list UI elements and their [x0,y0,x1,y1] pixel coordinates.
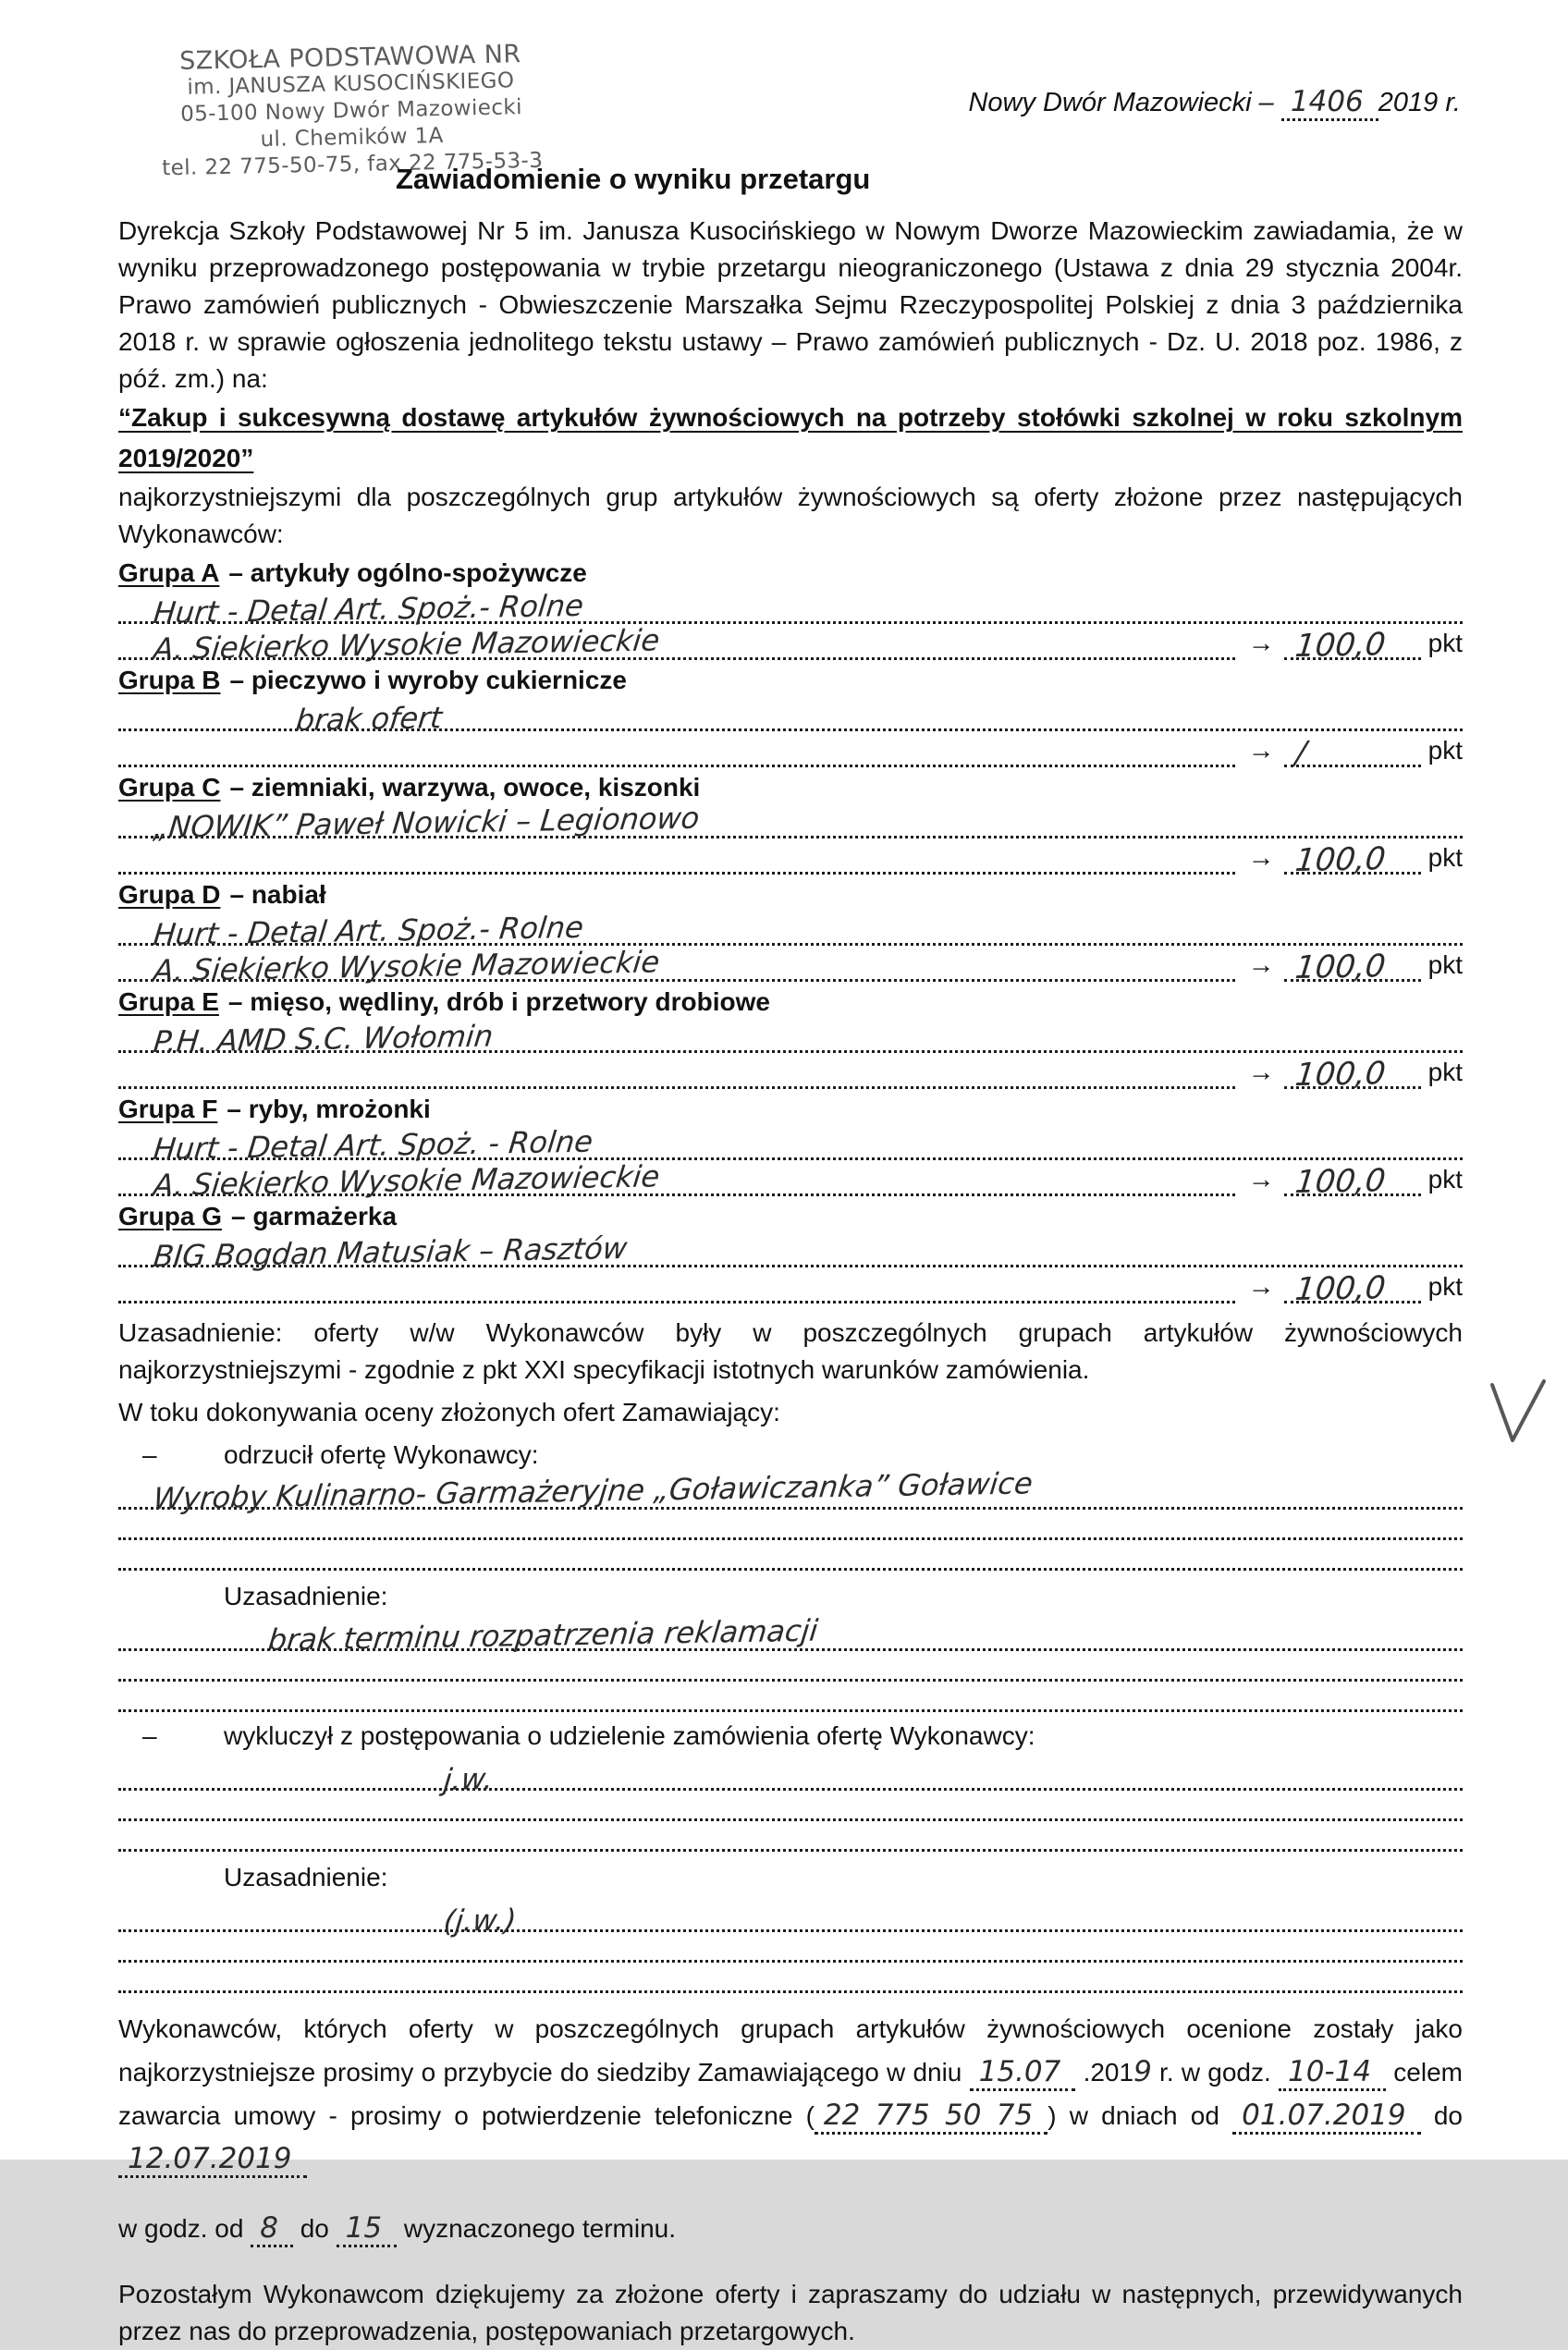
dotted-line [118,1267,1235,1304]
justification-paragraph: Uzasadnienie: oferty w/w Wykonawców były w poszczególnych grupach artykułów żywnościowych najkorzystniejszymi - zgodnie z pkt XXI specyfikacji istotnych warunków zamówienia. [118,1318,1463,1384]
dotted-line [118,944,1235,988]
handwritten-vendor-name: BIG Bogdan Matusiak – Rasztów [152,1230,630,1274]
during-evaluation-line: W toku dokonywania oceny złożonych ofert Zamawiający: [118,1398,780,1426]
excluded-offer-label: wykluczył z postępowania o udzielenie zamówienia ofertę Wykonawcy: [224,1721,1035,1750]
arrow-right-icon: → [1247,950,1275,980]
group-description: – pieczywo i wyroby cukiernicze [229,666,627,694]
dotted-line [118,1540,1463,1571]
closing-text: wyznaczonego terminu. [397,2214,677,2243]
handwritten-vendor-name: Hurt - Detal Art. Spoż. - Rolne [152,1123,595,1167]
intro-after-line: najkorzystniejszymi dla poszczególnych grup artykułów żywnościowych są oferty złożone przez następujących Wykonawców: [118,483,1463,548]
group-heading [118,1095,1463,1124]
dotted-line [118,1821,1463,1852]
stamp-line: tel. 22 775-50-75, fax 22 775-53-3 [161,148,544,181]
group-description: – ryby, mrożonki [227,1095,431,1123]
dotted-line [118,731,1235,767]
group-section-c [118,773,1463,879]
handwritten-score: 100,0 [1292,1055,1388,1094]
closing-paragraph [118,2008,1463,2181]
handwriting-line [118,731,1463,772]
points-unit-label: pkt [1427,1165,1463,1193]
group-heading [118,1202,1463,1231]
points-unit-label: pkt [1427,1058,1463,1086]
rejection-reason-label: Uzasadnienie: [224,1582,388,1610]
closing-text: do [292,2214,337,2243]
hours-line [118,2207,1463,2250]
handwritten-rejected-vendor: Wyroby Kulinarno- Garmażeryjne „Goławiczanka” Goławice [152,1465,1035,1516]
closing-text: r. w godz. [1151,2058,1279,2087]
stamp-line: ul. Chemików 1A [260,123,445,153]
group-section-f [118,1095,1463,1203]
group-section-b [118,666,1463,772]
group-heading [118,773,1463,802]
handwriting-line [118,1053,1463,1094]
handwriting-line [118,1123,1463,1167]
dotted-line [118,1465,1463,1516]
closing-text: do [1420,2101,1463,2130]
place-date-line [968,85,1461,118]
handwritten-hour-to: 15 [337,2211,397,2247]
dotted-line [118,1053,1235,1089]
dotted-line [118,909,1463,952]
group-heading [118,558,1463,588]
handwritten-score: 100,0 [1292,626,1388,665]
handwritten-vendor-name: „NOWIK” Paweł Nowicki – Legionowo [152,800,702,845]
arrow-right-icon: → [1247,1272,1275,1302]
dotted-line [118,1755,1463,1797]
group-label: Grupa F [118,1095,218,1123]
handwriting-line [118,1267,1463,1308]
group-section-d [118,880,1463,988]
rejected-offer-item [118,1437,1463,1474]
score-dotted-line [1284,838,1421,879]
handwritten-rejection-reason: brak terminu rozpatrzenia reklamacji [266,1612,820,1658]
handwriting-line [118,1230,1463,1274]
handwritten-vendor-name: Hurt - Detal Art. Spoż.- Rolne [152,909,585,952]
handwritten-exclusion-reason: (j.w.) [442,1902,519,1939]
dotted-line [118,1017,1463,1059]
dash-bullet: – [142,1440,157,1469]
handwriting-line [118,695,1463,738]
points-unit-label: pkt [1427,950,1463,979]
score-dotted-line [1284,1053,1421,1094]
points-unit-label: pkt [1427,843,1463,872]
thanks-paragraph: Pozostałym Wykonawcom dziękujemy za złożone oferty i zapraszamy do udziału w następnych, przewidywanych przez nas do przeprowadzenia, postępowaniach przetargowych. [118,2280,1463,2345]
handwriting-line [118,944,1463,988]
handwritten-check-mark [1488,1379,1548,1446]
handwritten-vendor-name: P.H. AMD S.C. Wołomin [152,1018,496,1059]
dotted-line [118,838,1235,875]
handwriting-line [118,587,1463,630]
closing-text: ) w dniach od [1047,2101,1233,2130]
group-description: – garmażerka [231,1202,398,1230]
handwritten-score: 100,0 [1292,1269,1388,1308]
dotted-line [118,1230,1463,1274]
group-label: Grupa A [118,558,220,587]
document-content [118,41,1463,2350]
handwritten-vendor-city: A. Siekierko Wysokie Mazowieckie [152,1158,662,1203]
handwriting-line [118,838,1463,879]
points-unit-label: pkt [1427,1272,1463,1301]
dotted-line [118,1123,1463,1167]
arrow-right-icon: → [1247,736,1275,765]
handwriting-line [118,622,1463,667]
handwritten-score: 100,0 [1292,840,1388,879]
dotted-line [118,1510,1463,1540]
score-dotted-line [1284,1160,1421,1201]
group-section-g [118,1202,1463,1308]
dotted-line [118,622,1235,667]
arrow-right-icon: → [1247,1058,1275,1087]
dotted-line [118,800,1463,845]
arrow-right-icon: → [1247,629,1275,658]
group-label: Grupa B [118,666,221,694]
handwritten-vendor-name: Hurt - Detal Art. Spoż.- Rolne [152,587,585,630]
dotted-line [118,1612,1463,1658]
stamp-line: im. JANUSZA KUSOCIŃSKIEGO [187,68,515,100]
dash-bullet: – [142,1721,157,1750]
dotted-line [118,695,1463,738]
handwritten-year-digit: 9 [1133,2055,1152,2088]
group-label: Grupa E [118,987,219,1016]
handwritten-hour-from: 8 [251,2211,293,2247]
handwritten-vendor-city: A. Siekierko Wysokie Mazowieckie [152,944,662,988]
handwritten-phone-number: 22 775 50 75 [815,2099,1047,2135]
arrow-right-icon: → [1247,1165,1275,1194]
group-label: Grupa D [118,880,221,909]
closing-text: .201 [1075,2058,1134,2087]
excluded-offer-item [118,1718,1463,1755]
dotted-line [118,1651,1463,1682]
handwritten-excluded-vendor: j.w. [442,1760,496,1797]
handwritten-date-from: 01.07.2019 [1232,2099,1421,2135]
page-title: Zawiadomienie o wyniku przetargu [396,163,871,195]
group-section-e [118,987,1463,1094]
arrow-right-icon: → [1247,843,1275,873]
handwriting-line [118,1158,1463,1203]
group-heading [118,987,1463,1017]
rejected-offer-label: odrzucił ofertę Wykonawcy: [224,1440,539,1469]
tender-subject-line: “Zakup i sukcesywną dostawę artykułów żywnościowych na potrzeby stołówki szkolnej w roku szkolnym 2019/2020” [118,403,1463,472]
handwritten-date-to: 12.07.2019 [118,2142,307,2178]
place-label: Nowy Dwór Mazowiecki – [968,88,1281,117]
score-dotted-line [1284,946,1421,986]
dotted-line [118,1932,1463,1963]
stamp-line: SZKOŁA PODSTAWOWA NR [178,40,521,76]
handwritten-date: 1406 [1281,85,1378,121]
handwritten-score: 100,0 [1292,1162,1388,1201]
score-dotted-line [1284,731,1421,772]
handwriting-line [118,1017,1463,1059]
document-header [118,41,1463,213]
year-label: 2019 r. [1378,88,1461,117]
school-stamp [160,41,544,183]
exclusion-reason-label: Uzasadnienie: [224,1863,388,1891]
dotted-line [118,1963,1463,1993]
handwritten-vendor-city: A. Siekierko Wysokie Mazowieckie [152,622,662,667]
group-description: – artykuły ogólno-spożywcze [228,558,587,587]
handwritten-score-slash: / [1292,734,1308,772]
dotted-line [118,1791,1463,1821]
dotted-line [118,1896,1463,1939]
handwritten-score: 100,0 [1292,948,1388,986]
handwriting-line [118,800,1463,845]
intro-paragraph: Dyrekcja Szkoły Podstawowej Nr 5 im. Janusza Kusocińskiego w Nowym Dworze Mazowieckim zawiadamia, że w wyniku przeprowadzonego postępowania w trybie przetargu nieograniczonego (Ustawa z dnia 29 stycznia 2004r. Prawo zamówień publicznych - Obwieszczenie Marszałka Sejmu Rzeczypospolitej Polskiej z dnia 3 października 2018 r. w sprawie ogłoszenia jednolitego tekstu ustawy – Prawo zamówień publicznych - Dz. U. 2018 poz. 1986, z póź. zm.) na: [118,216,1463,393]
closing-text: Wykonawców, których oferty w poszczególnych grupach artykułów żywnościowych ocenione zostały jako najkorzystniejsze prosimy o przybycie do siedziby Zamawiającego w dniu [118,2014,1463,2087]
handwritten-meeting-hours: 10-14 [1279,2055,1386,2091]
group-heading [118,880,1463,910]
handwritten-meeting-day: 15.07 [970,2055,1076,2091]
closing-text: celem zawarcia umowy - prosimy o potwierdzenie telefoniczne ( [118,2058,1463,2130]
dotted-line [118,1682,1463,1712]
group-label: Grupa G [118,1202,223,1230]
dotted-line [118,587,1463,630]
handwritten-no-offers: brak ofert [294,700,444,738]
group-description: – nabiał [229,880,326,909]
stamp-line: 05-100 Nowy Dwór Mazowiecki [179,95,523,127]
score-dotted-line [1284,624,1421,665]
group-label: Grupa C [118,773,221,802]
group-section-a [118,558,1463,667]
group-description: – ziemniaki, warzywa, owoce, kiszonki [229,773,701,802]
points-unit-label: pkt [1427,736,1463,765]
dotted-line [118,1158,1235,1203]
group-heading [118,666,1463,695]
group-description: – mięso, wędliny, drób i przetwory drobiowe [227,987,770,1016]
points-unit-label: pkt [1427,629,1463,657]
score-dotted-line [1284,1267,1421,1308]
handwriting-line [118,909,1463,952]
closing-text: w godz. od [118,2214,251,2243]
